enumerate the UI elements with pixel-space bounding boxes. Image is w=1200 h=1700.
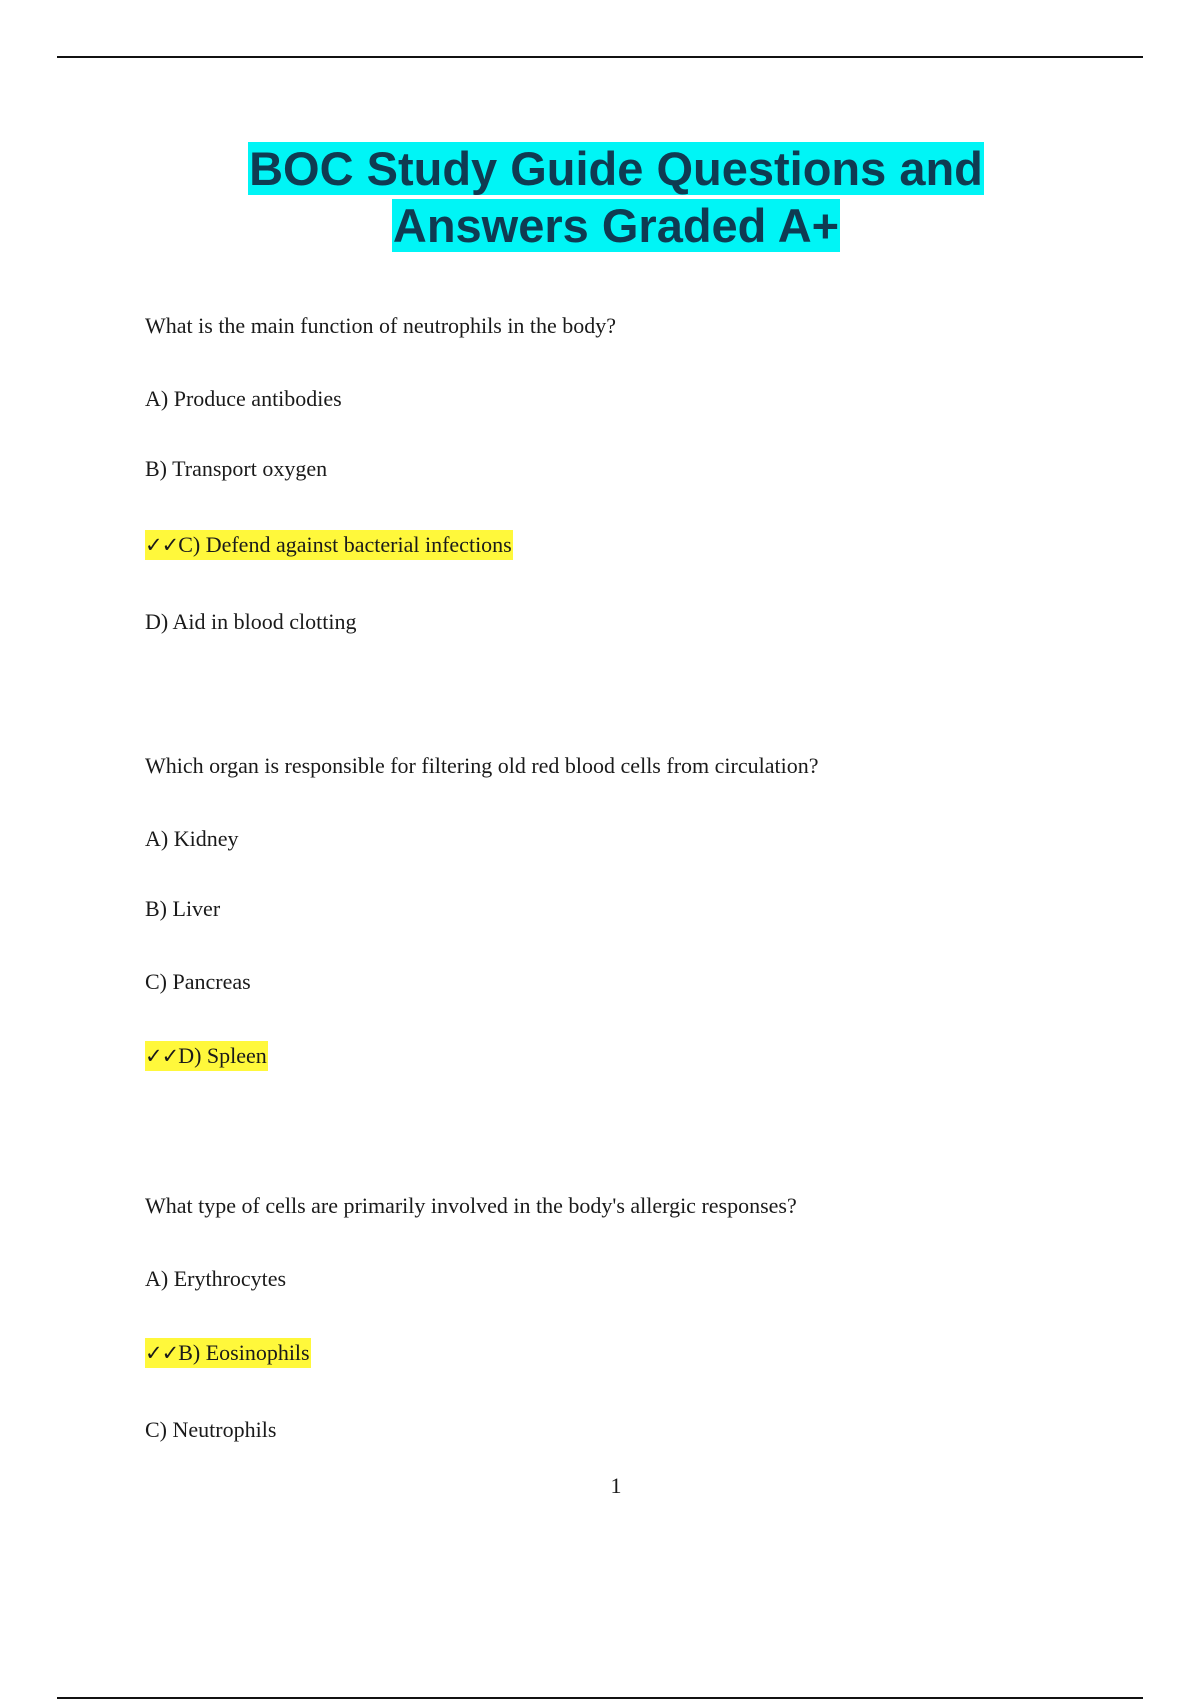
question-1-correct-answer — [145, 531, 513, 559]
header-rule — [57, 56, 1143, 58]
question-3-correct-answer — [145, 1339, 311, 1367]
page-number: 1 — [610, 1473, 622, 1498]
answer-highlight — [145, 1041, 268, 1071]
question-3-text: What type of cells are primarily involved in the body's allergic responses? — [145, 1193, 797, 1218]
question-1-text: What is the main function of neutrophils in the body? — [145, 313, 617, 338]
question-3-option-a: A) Erythrocytes — [145, 1266, 287, 1291]
question-2-option-b: B) Liver — [145, 896, 221, 921]
question-3-option-b: B) Eosinophils — [178, 1340, 310, 1365]
question-1-option-a: A) Produce antibodies — [145, 386, 342, 411]
answer-highlight — [145, 1338, 311, 1368]
question-2-text: Which organ is responsible for filtering old red blood cells from circulation? — [145, 753, 819, 778]
question-2-option-c: C) Pancreas — [145, 969, 251, 994]
question-3-option-c: C) Neutrophils — [145, 1417, 277, 1442]
question-1-option-c: C) Defend against bacterial infections — [178, 532, 512, 557]
check-mark-icon: ✓✓ — [145, 533, 179, 557]
answer-highlight — [145, 530, 513, 560]
check-mark-icon: ✓✓ — [145, 1044, 179, 1068]
question-2-option-a: A) Kidney — [145, 826, 239, 851]
question-2-correct-answer — [145, 1042, 268, 1070]
document-title — [0, 140, 1200, 254]
title-line-2: Answers Graded A+ — [392, 199, 840, 252]
question-1-option-b: B) Transport oxygen — [145, 456, 328, 481]
check-mark-icon: ✓✓ — [145, 1341, 179, 1365]
footer-rule — [57, 1697, 1143, 1699]
question-2-option-d: D) Spleen — [178, 1043, 267, 1068]
title-line-1: BOC Study Guide Questions and — [249, 142, 983, 195]
question-1-option-d: D) Aid in blood clotting — [145, 609, 357, 634]
